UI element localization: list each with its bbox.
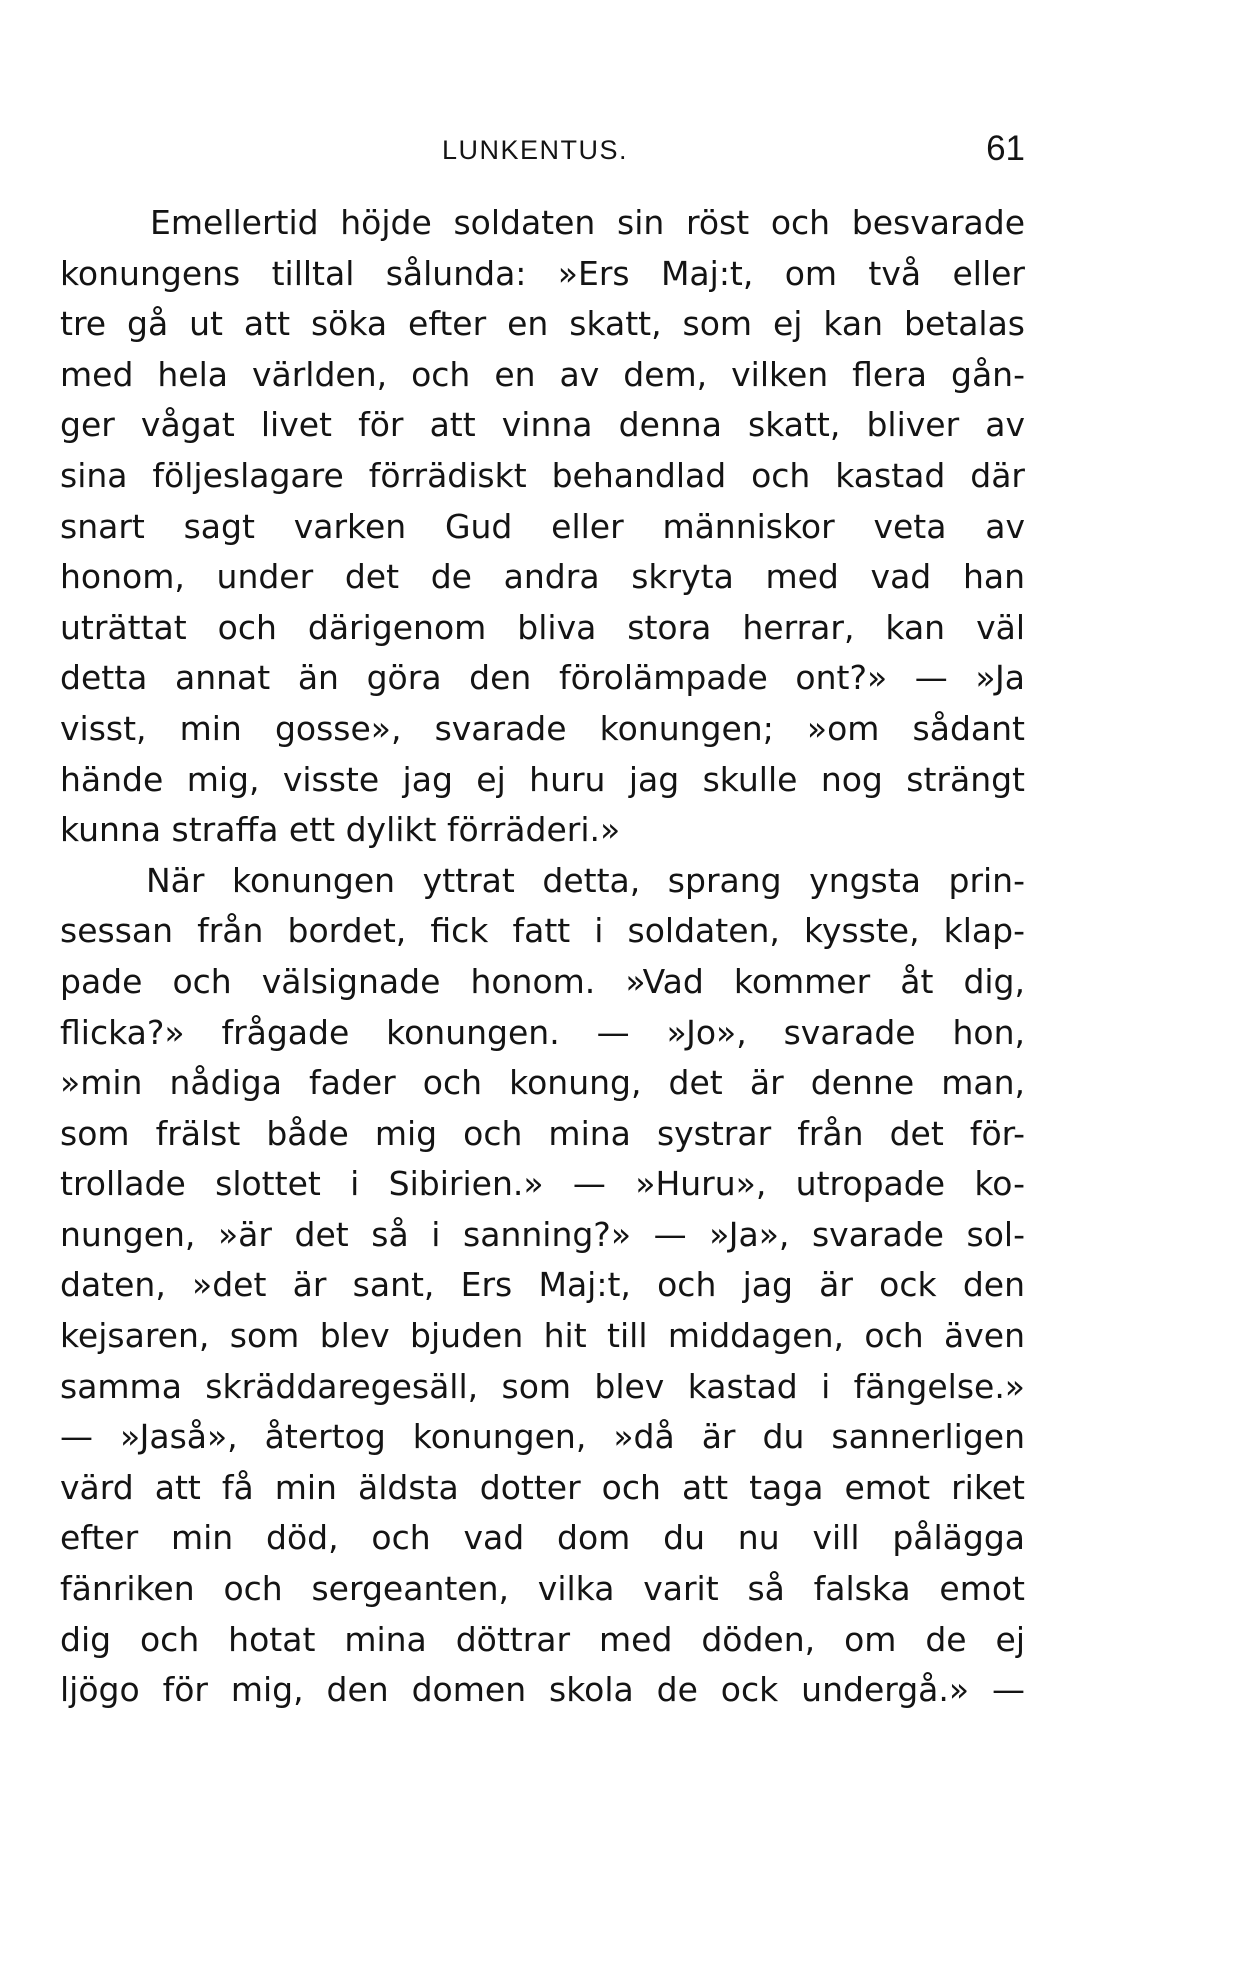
text-line: snart sagt varken Gud eller människor veta av bbox=[60, 506, 1025, 546]
text-line: ger vågat livet för att vinna denna skatt, bliver av bbox=[60, 405, 1025, 445]
text-line: kejsaren, som blev bjuden hit till middagen, och även bbox=[60, 1316, 1025, 1356]
text-line: uträttat och därigenom bliva stora herrar, kan väl bbox=[60, 607, 1025, 647]
text-line: dig och hotat mina döttrar med döden, om de ej bbox=[60, 1619, 1025, 1659]
text-line: värd att få min äldsta dotter och att taga emot riket bbox=[60, 1467, 1025, 1507]
text-line: pade och välsignade honom. »Vad kommer åt dig, bbox=[60, 961, 1025, 1001]
text-line: visst, min gosse», svarade konungen; »om sådant bbox=[60, 708, 1025, 748]
text-line: fänriken och sergeanten, vilka varit så falska emot bbox=[60, 1569, 1025, 1609]
text-line: sina följeslagare förrädiskt behandlad och kastad där bbox=[60, 455, 1025, 495]
text-line: flicka?» frågade konungen. — »Jo», svarade hon, bbox=[60, 1012, 1025, 1052]
text-line: samma skräddaregesäll, som blev kastad i fängelse.» bbox=[60, 1366, 1025, 1406]
text-line: trollade slottet i Sibirien.» — »Huru», utropade ko- bbox=[60, 1164, 1025, 1204]
running-title: LUNKENTUS. bbox=[442, 135, 629, 165]
text-line: med hela världen, och en av dem, vilken flera gån- bbox=[60, 354, 1025, 394]
text-line: detta annat än göra den förolämpade ont?» — »Ja bbox=[60, 658, 1025, 698]
text-line: »min nådiga fader och konung, det är denne man, bbox=[60, 1063, 1025, 1103]
text-line: nungen, »är det så i sanning?» — »Ja», svarade sol- bbox=[60, 1214, 1025, 1254]
text-line: — »Jaså», återtog konungen, »då är du sannerligen bbox=[60, 1417, 1025, 1457]
text-line: ljögo för mig, den domen skola de ock undergå.» — bbox=[60, 1670, 1025, 1710]
text-line: efter min död, och vad dom du nu vill pålägga bbox=[60, 1518, 1025, 1558]
text-line: konungens tilltal sålunda: »Ers Maj:t, om två eller bbox=[60, 253, 1025, 293]
text-line: sessan från bordet, fick fatt i soldaten, kysste, klap- bbox=[60, 911, 1025, 951]
text-line: tre gå ut att söka efter en skatt, som ej kan betalas bbox=[60, 304, 1025, 344]
page-number: 61 bbox=[986, 129, 1025, 168]
text-line: honom, under det de andra skryta med vad han bbox=[60, 557, 1025, 597]
text-line: kunna straffa ett dylikt förräderi.» bbox=[60, 810, 621, 850]
text-line: Emellertid höjde soldaten sin röst och besvarade bbox=[150, 203, 1025, 242]
text-line: hände mig, visste jag ej huru jag skulle nog strängt bbox=[60, 759, 1025, 799]
text-line: daten, »det är sant, Ers Maj:t, och jag är ock den bbox=[60, 1265, 1025, 1305]
body-text bbox=[60, 198, 1025, 1716]
running-head bbox=[60, 129, 1025, 175]
text-line: som frälst både mig och mina systrar från det för- bbox=[60, 1113, 1025, 1153]
text-line: När konungen yttrat detta, sprang yngsta prin- bbox=[146, 860, 1025, 900]
